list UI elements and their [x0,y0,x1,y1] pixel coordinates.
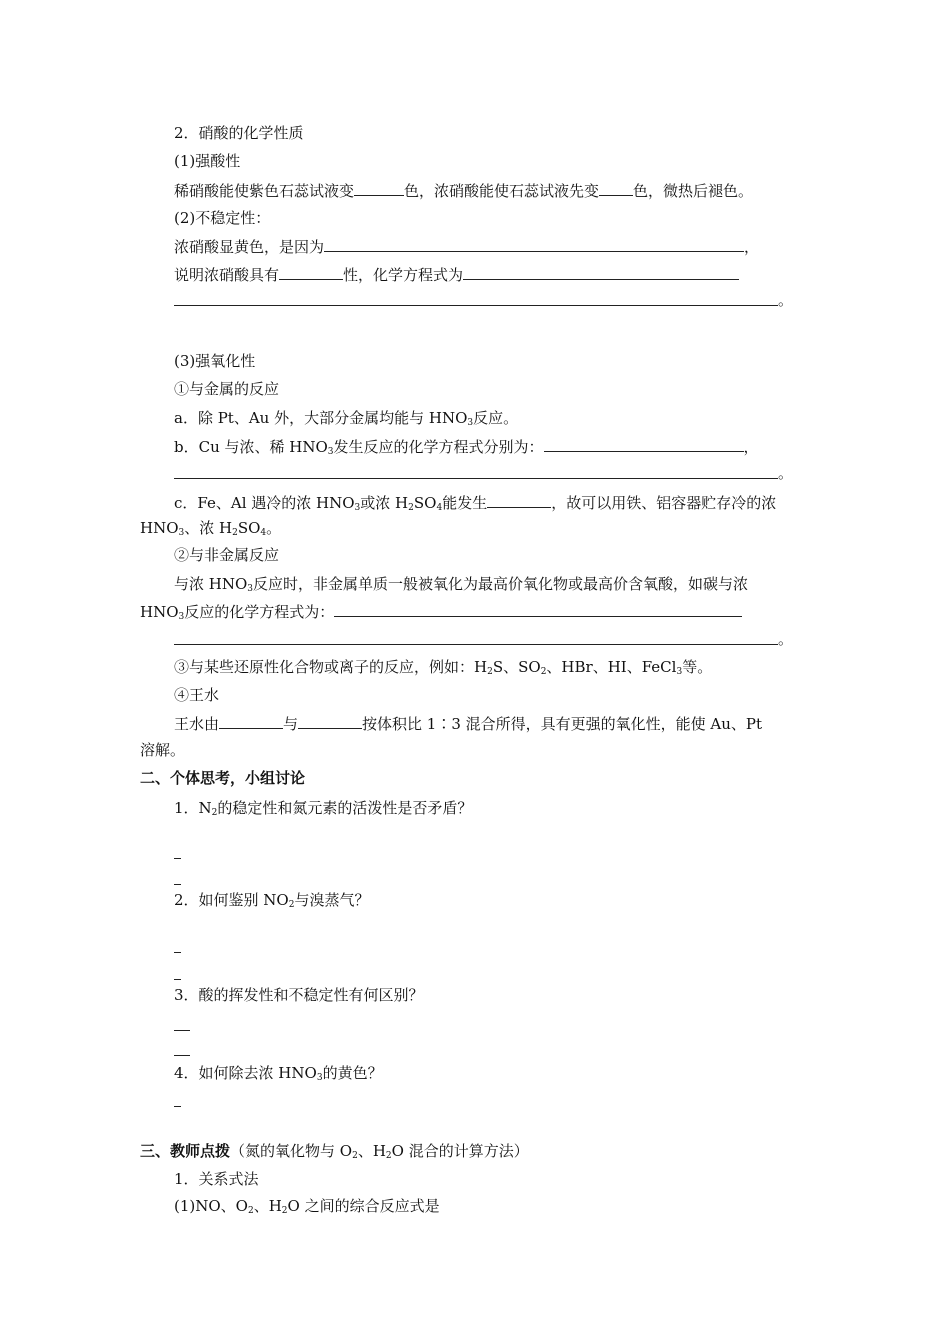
metal-reaction-c-line-1 [174,492,776,512]
part-two-heading: 二、个体思考，小组讨论 [140,769,306,787]
text: 的黄色？ [322,1064,383,1082]
item-nonmetal-reaction: ②与非金属反应 [174,546,280,564]
text: b．Cu 与浓、稀 HNO [174,438,328,456]
text: 、H [357,1142,386,1160]
text: 发生反应的化学方程式分别为： [333,438,544,456]
subscript: 3 [247,584,254,594]
item-reducing-compounds [174,657,712,677]
text: 反应时，非金属单质一般被氧化为最高价氧化物或最高价含氧酸，如碳与浓 [253,575,749,593]
text: HNO [140,603,179,621]
text: 与浓 HNO [174,575,248,593]
text: SO [413,494,437,512]
subscript: 3 [178,612,185,622]
fill-blank [544,436,744,452]
subscript: 2 [408,503,414,513]
nonmetal-line-1 [174,574,748,594]
text: O 混合的计算方法） [391,1142,529,1160]
text: (1)NO、O [174,1197,248,1215]
text: 的稳定性和氮元素的活泼性是否矛盾？ [217,799,473,817]
fill-blank [463,264,739,280]
text: 浓硝酸显黄色，是因为 [174,238,325,256]
subscript: 3 [354,503,361,513]
text: 性，化学方程式为 [343,266,464,284]
subscript: 4 [260,528,267,538]
metal-reaction-a [174,408,518,428]
text: 、HBr、HI、FeCl [546,658,677,676]
fill-blank [219,713,283,729]
subsection-strong-acidity: (1)强酸性 [174,152,241,170]
fill-blank [298,713,362,729]
subscript: 2 [352,1151,358,1161]
text: ，故可以用铁、铝容器贮存冷的浓 [551,494,777,512]
question-4 [174,1063,383,1083]
answer-line [174,478,778,479]
instability-line-2 [174,264,739,284]
text: ③与某些还原性化合物或离子的反应，例如：H [174,658,488,676]
text: 反应的化学方程式为： [184,603,335,621]
text: 与溴蒸气？ [294,891,370,909]
method-line-1 [174,1196,440,1216]
answer-line [174,305,778,306]
nonmetal-line-2 [140,601,742,621]
subscript: 2 [540,667,547,677]
text: 说明浓硝酸具有 [174,266,280,284]
subscript: 2 [232,528,238,538]
fill-blank [324,236,744,252]
subscript: 2 [211,808,218,818]
metal-reaction-b [174,436,759,456]
text: S、SO [492,658,541,676]
text: O 之间的综合反应式是 [287,1197,440,1215]
subscript: 3 [467,418,474,428]
fill-blank [279,264,343,280]
answer-mark [174,1106,181,1107]
instability-line-1 [174,236,759,256]
text: a．除 Pt、Au 外，大部分金属均能与 HNO [174,409,468,427]
period: 。 [778,291,794,309]
text: ， [743,438,759,456]
aqua-regia-line-2: 溶解。 [140,741,186,759]
period: 。 [778,464,794,482]
subscript: 3 [327,447,334,457]
part-three-title: 三、教师点拨 [140,1142,231,1160]
text: 与 [283,715,299,733]
method-relation-formula: 1．关系式法 [174,1170,259,1188]
part-three-heading [140,1141,529,1161]
fill-blank [599,180,633,196]
answer-mark [174,858,181,859]
subscript: 2 [247,1206,254,1216]
text: 反应。 [473,409,519,427]
text: 2．如何鉴别 NO [174,891,289,909]
fill-blank [334,601,742,617]
answer-mark [174,1030,190,1031]
question-2 [174,890,370,910]
text: （氮的氧化物与 O [230,1142,353,1160]
answer-mark [174,1055,190,1056]
aqua-regia-line-1 [174,713,762,733]
text: HNO [140,519,179,537]
question-3: 3．酸的挥发性和不稳定性有何区别？ [174,986,424,1004]
text: 。 [266,519,282,537]
text: 、H [253,1197,282,1215]
text: 色，微热后褪色。 [633,182,754,200]
subscript: 4 [436,503,443,513]
subscript: 2 [281,1206,288,1216]
subscript: 2 [385,1151,392,1161]
subscript: 3 [316,1073,323,1083]
question-1 [174,798,472,818]
text: 、浓 H [184,519,233,537]
answer-mark [174,952,181,953]
answer-line [174,644,778,645]
section-title-chemical-properties: 2．硝酸的化学性质 [174,124,304,142]
metal-reaction-c-line-2 [140,518,281,538]
text: c．Fe、Al 遇冷的浓 HNO [174,494,355,512]
subscript: 3 [178,528,185,538]
text: 能发生 [442,494,488,512]
text: SO [237,519,261,537]
text: 王水由 [174,715,220,733]
fill-blank [354,180,404,196]
period: 。 [778,630,794,648]
text: 4．如何除去浓 HNO [174,1064,317,1082]
text: ， [744,238,760,256]
subsection-instability: (2)不稳定性： [174,209,271,227]
item-metal-reaction: ①与金属的反应 [174,380,280,398]
fill-blank [487,492,551,508]
item-aqua-regia: ④王水 [174,686,220,704]
subscript: 2 [487,667,493,677]
text: 色，浓硝酸能使石蕊试液先变 [404,182,600,200]
text: 等。 [682,658,713,676]
text: 1．N [174,799,212,817]
text: 稀硝酸能使紫色石蕊试液变 [174,182,355,200]
strong-acidity-sentence [174,180,753,200]
answer-mark [174,884,181,885]
subsection-strong-oxidation: (3)强氧化性 [174,352,256,370]
text: 或浓 H [360,494,409,512]
answer-mark [174,979,181,980]
subscript: 2 [288,900,295,910]
text: 按体积比 1∶3 混合所得，具有更强的氧化性，能使 Au、Pt [362,715,763,733]
subscript: 3 [676,667,683,677]
